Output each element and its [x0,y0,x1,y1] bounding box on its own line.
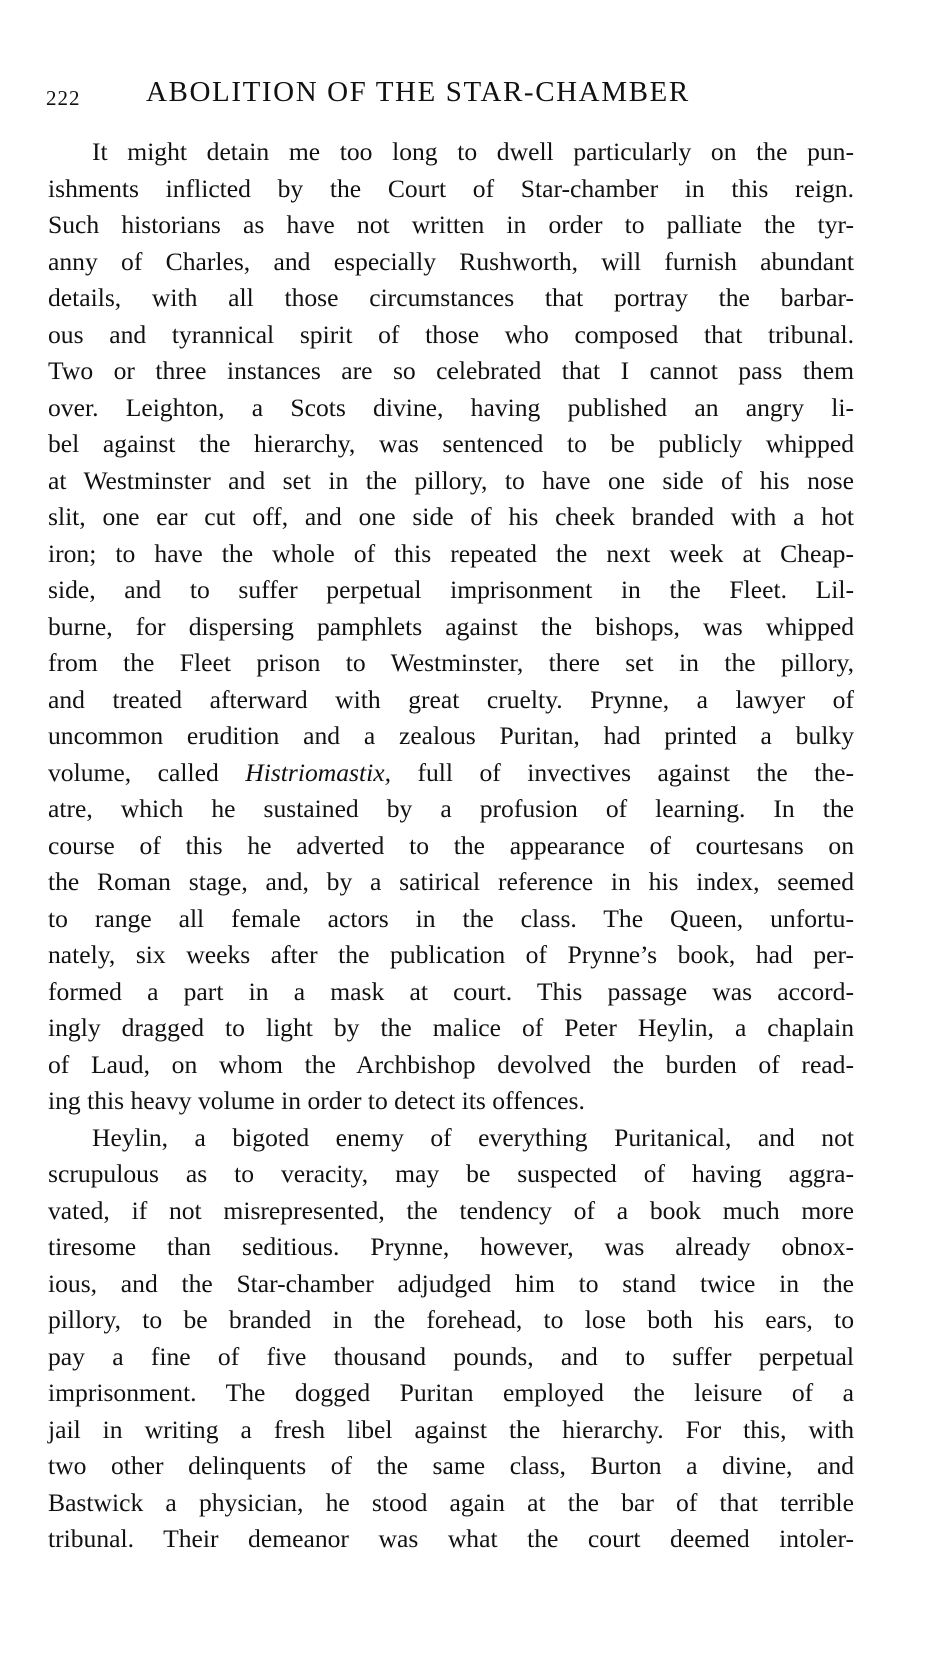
text-line: pay a fine of five thousand pounds, and to suffer perpetual [48,1341,854,1371]
paragraph-1 [48,134,854,1120]
text-line: at Westminster and set in the pillory, to have one side of his nose [48,465,854,495]
line-text-before-title: volume, called [48,757,246,787]
paragraph-2 [48,1120,854,1558]
text-line: uncommon erudition and a zealous Puritan, had printed a bulky [48,721,854,750]
text-line: two other delinquents of the same class, Burton a divine, and [48,1451,854,1480]
text-line: ious, and the Star-chamber adjudged him to stand twice in the [48,1268,854,1298]
text-line: Such historians as have not written in order to palliate the tyr- [48,210,854,239]
text-line: nately, six weeks after the publication of Prynne’s book, had per- [48,940,854,969]
text-line: ishments inflicted by the Court of Star-chamber in this reign. [48,173,854,203]
text-line: Heylin, a bigoted enemy of everything Puritanical, and not [92,1122,854,1152]
text-line: ingly dragged to light by the malice of Peter Heylin, a chaplain [48,1013,854,1042]
book-title-histriomastix: Histriomastix, [245,757,391,787]
text-line: jail in writing a fresh libel against the hierarchy. For this, with [48,1414,854,1444]
text-line: Bastwick a physician, he stood again at the bar of that terrible [48,1487,854,1517]
text-line: formed a part in a mask at court. This passage was accord- [48,976,854,1006]
text-line: the Roman stage, and, by a satirical reference in his index, seemed [48,867,854,896]
text-line: side, and to suffer perpetual imprisonment in the Fleet. Lil- [48,575,854,604]
text-line: slit, one ear cut off, and one side of his cheek branded with a hot [48,502,854,531]
text-line: to range all female actors in the class. The Queen, unfortu- [48,903,854,933]
text-line-with-title [48,755,854,792]
running-head [46,76,856,116]
text-line: vated, if not misrepresented, the tendency of a book much more [48,1195,854,1225]
text-line: of Laud, on whom the Archbishop devolved the burden of read- [48,1049,854,1079]
text-line: tiresome than seditious. Prynne, however, was already obnox- [48,1232,854,1261]
text-line: ing this heavy volume in order to detect its offences. [48,1086,585,1115]
body-text [48,134,854,1558]
text-line: scrupulous as to veracity, may be suspected of having aggra- [48,1159,854,1188]
line-text-after-title: full of invectives against the the- [390,757,854,787]
text-line: and treated afterward with great cruelty. Prynne, a lawyer of [48,684,854,714]
text-line: course of this he adverted to the appearance of courtesans on [48,830,854,860]
text-line: imprisonment. The dogged Puritan employed the leisure of a [48,1378,854,1407]
text-line: over. Leighton, a Scots divine, having published an angry li- [48,392,854,422]
text-line: anny of Charles, and especially Rushworth, will furnish abundant [48,246,854,276]
text-line: bel against the hierarchy, was sentenced to be publicly whipped [48,429,854,458]
page-number: 222 [46,86,81,110]
text-line: iron; to have the whole of this repeated the next week at Cheap- [48,538,854,568]
text-line: ous and tyrannical spirit of those who composed that tribunal. [48,319,854,349]
text-line: details, with all those circumstances that portray the barbar- [48,283,854,312]
text-line: burne, for dispersing pamphlets against the bishops, was whipped [48,611,854,641]
text-line: pillory, to be branded in the forehead, to lose both his ears, to [48,1305,854,1334]
text-line: tribunal. Their demeanor was what the court deemed intoler- [48,1524,854,1553]
text-line: from the Fleet prison to Westminster, there set in the pillory, [48,648,854,677]
text-line: atre, which he sustained by a profusion of learning. In the [48,794,854,823]
text-line: Two or three instances are so celebrated that I cannot pass them [48,356,854,385]
chapter-title: ABOLITION OF THE STAR-CHAMBER [146,76,690,108]
text-line: It might detain me too long to dwell particularly on the pun- [92,137,854,166]
